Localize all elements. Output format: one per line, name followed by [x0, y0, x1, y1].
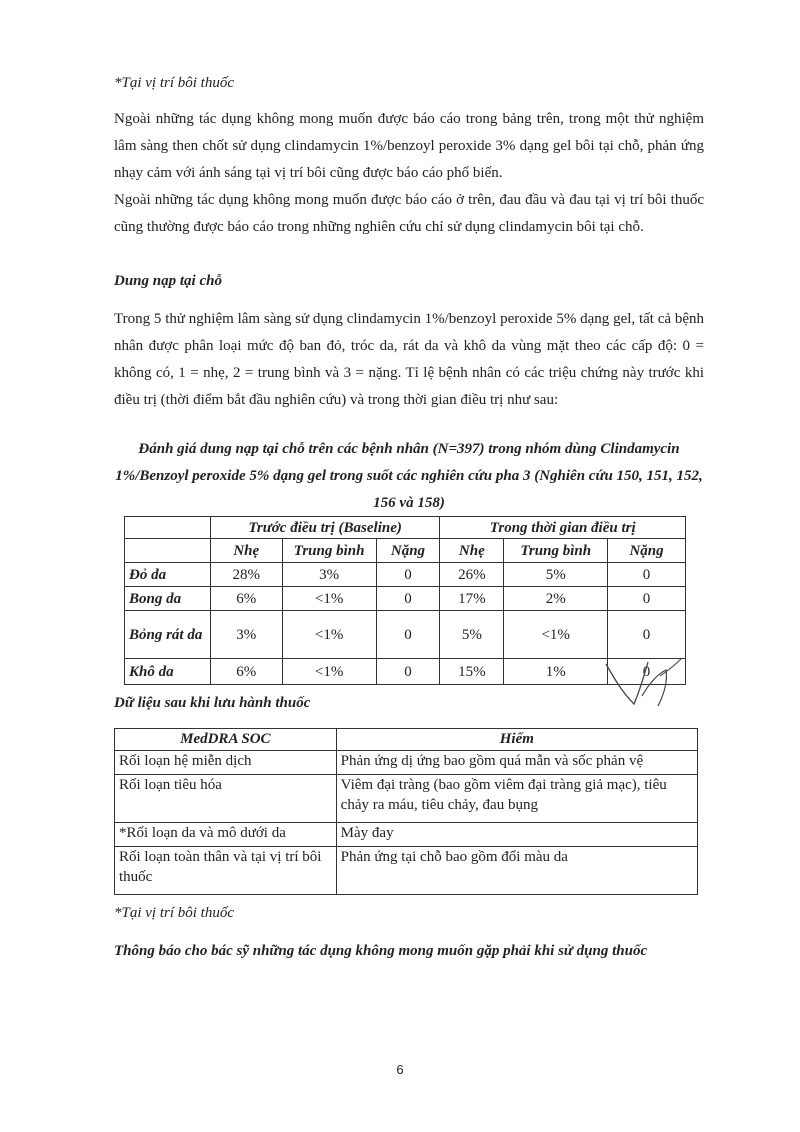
table-cell: 6%: [210, 659, 282, 685]
heading-report-adverse: Thông báo cho bác sỹ những tác dụng không mong muốn gặp phải khi sử dụng thuốc: [114, 943, 648, 959]
table-cell: 2%: [504, 587, 608, 611]
row-label: Bong da: [125, 587, 211, 611]
table-cell: 17%: [440, 587, 504, 611]
row-label: Khô da: [125, 659, 211, 685]
paragraph-photosensitivity: Ngoài những tác dụng không mong muốn được báo cáo trong bảng trên, trong một thử nghiệm lâm sàng then chốt sử dụng clindamycin 1%/benzoyl peroxide 3% dạng gel bôi tại chỗ, phản ứng nhạy cảm với ánh sáng tại vị trí bôi cũng được báo cáo phổ biến.: [114, 111, 704, 181]
soc-cell: Rối loạn toàn thân và tại vị trí bôi thuốc: [115, 847, 337, 895]
table-cell: <1%: [282, 587, 376, 611]
table-cell: 0: [376, 563, 440, 587]
table-row: [115, 751, 698, 775]
table-cell: 3%: [282, 563, 376, 587]
rare-cell: Viêm đại tràng (bao gồm viêm đại tràng giả mạc), tiêu chảy ra máu, tiêu chảy, đau bụng: [336, 775, 697, 823]
subheader-severe: Nặng: [376, 539, 440, 563]
table-cell: 0: [376, 611, 440, 659]
rare-cell: Mày đay: [336, 823, 697, 847]
rare-cell: Phản ứng dị ứng bao gồm quá mẫn và sốc phản vệ: [336, 751, 697, 775]
footnote-top: *Tại vị trí bôi thuốc: [114, 75, 234, 91]
header-baseline: Trước điều trị (Baseline): [210, 517, 440, 539]
table-cell: 0: [376, 587, 440, 611]
subheader-mild: Nhẹ: [440, 539, 504, 563]
row-label: Bỏng rát da: [125, 611, 211, 659]
table-cell: 3%: [210, 611, 282, 659]
table-cell: 26%: [440, 563, 504, 587]
table1-caption: Đánh giá dung nạp tại chỗ trên các bệnh nhân (N=397) trong nhóm dùng Clindamycin 1%/Benzoyl peroxide 5% dạng gel trong suốt các nghiên cứu pha 3 (Nghiên cứu 150, 151, 152, 156 và 158): [115, 441, 703, 511]
paragraph-tolerance-trials: Trong 5 thử nghiệm lâm sàng sử dụng clindamycin 1%/benzoyl peroxide 5% dạng gel, tất cả bệnh nhân được phân loại mức độ ban đỏ, tróc da, rát da và khô da vùng mặt theo các cấp độ: 0 = không có, 1 = nhẹ, 2 = trung bình và 3 = nặng. Tỉ lệ bệnh nhân có các triệu chứng này trước khi điều trị (thời điểm bắt đầu nghiên cứu) và trong thời gian điều trị như sau:: [114, 311, 704, 408]
subheader-severe: Nặng: [608, 539, 686, 563]
soc-cell: Rối loạn hệ miễn dịch: [115, 751, 337, 775]
table-cell: 0: [608, 611, 686, 659]
header-rare: Hiếm: [336, 729, 697, 751]
table-cell: 5%: [504, 563, 608, 587]
subheader-moderate: Trung bình: [282, 539, 376, 563]
subheader-moderate: Trung bình: [504, 539, 608, 563]
table-row: [125, 587, 686, 611]
table-row: [115, 847, 698, 895]
table-cell: 0: [608, 659, 686, 685]
paragraph-headache: Ngoài những tác dụng không mong muốn được báo cáo ở trên, đau đầu và đau tại vị trí bôi thuốc cũng thường được báo cáo trong những nghiên cứu chỉ sử dụng clindamycin bôi tại chỗ.: [114, 192, 704, 235]
table-cell: 1%: [504, 659, 608, 685]
soc-cell: *Rối loạn da và mô dưới da: [115, 823, 337, 847]
table-cell: 0: [376, 659, 440, 685]
table-row: [115, 823, 698, 847]
table-cell: 6%: [210, 587, 282, 611]
table-cell: 0: [608, 587, 686, 611]
subheader-mild: Nhẹ: [210, 539, 282, 563]
table-cell: <1%: [504, 611, 608, 659]
table-cell: 0: [608, 563, 686, 587]
table1-corner-sub: [125, 539, 211, 563]
table-cell: <1%: [282, 659, 376, 685]
row-label: Đỏ da: [125, 563, 211, 587]
page-number: 6: [396, 1062, 404, 1077]
heading-local-tolerance: Dung nạp tại chỗ: [114, 273, 222, 289]
table-cell: 15%: [440, 659, 504, 685]
post-marketing-table: [114, 728, 698, 895]
heading-post-marketing: Dữ liệu sau khi lưu hành thuốc: [114, 695, 311, 711]
table-cell: 28%: [210, 563, 282, 587]
table1-corner: [125, 517, 211, 539]
table-cell: <1%: [282, 611, 376, 659]
footnote-bottom: *Tại vị trí bôi thuốc: [114, 905, 234, 921]
header-meddra-soc: MedDRA SOC: [115, 729, 337, 751]
header-during-treatment: Trong thời gian điều trị: [440, 517, 686, 539]
rare-cell: Phản ứng tại chỗ bao gồm đổi màu da: [336, 847, 697, 895]
table-row: [125, 563, 686, 587]
soc-cell: Rối loạn tiêu hóa: [115, 775, 337, 823]
table-cell: 5%: [440, 611, 504, 659]
table-row: [115, 775, 698, 823]
